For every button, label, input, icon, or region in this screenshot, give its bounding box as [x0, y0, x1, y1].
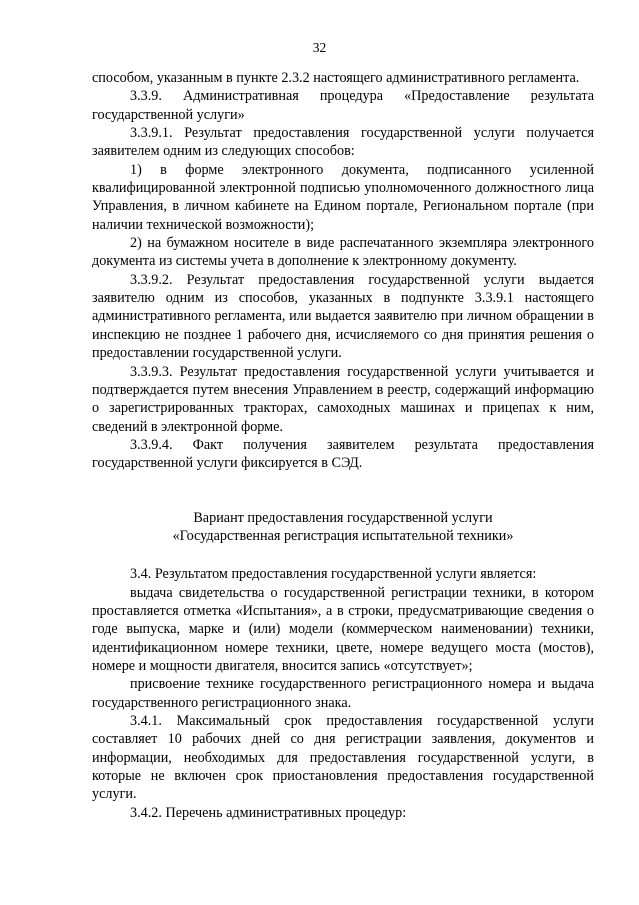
page-number: 32 — [312, 40, 327, 55]
section-heading-line-1: Вариант предоставления государственной услуги — [193, 509, 493, 526]
result-item-certificate: выдача свидетельства о государственной регистрации техники, в котором проставляется отметка «Испытания», а в строки, предусматривающие сведения о годе выпуска, марке и (или) модели (коммерческом наименовании) техники, идентификационном номере техники, цвете, номере ведущего моста (мостов), номере и мощности двигателя, вносится запись «отсутствует»; — [92, 584, 594, 674]
paragraph-3-3-9-2: 3.3.9.2. Результат предоставления государственной услуги выдается заявителю одним из способов, указанных в подпункте 3.3.9.1 настоящего административного регламента, или выдается заявителю при личном обращении в инспекцию не позднее 1 рабочего дня, исчисляемого со дня принятия решения о предоставлении государственной услуги. — [92, 271, 594, 362]
paragraph-3-3-9-4: 3.3.9.4. Факт получения заявителем результата предоставления государственной услуги фиксируется в СЭД. — [92, 436, 594, 472]
list-item-2: 2) на бумажном носителе в виде распечатанного экземпляра электронного документа из системы учета в дополнение к электронному документу. — [92, 235, 594, 270]
heading-spacer — [92, 545, 594, 565]
document-body — [92, 69, 594, 822]
section-spacer — [92, 473, 594, 509]
paragraph-3-4: 3.4. Результатом предоставления государственной услуги является: — [130, 566, 537, 583]
result-item-registration-number: присвоение технике государственного регистрационного номера и выдача государственного регистрационного знака. — [92, 676, 594, 711]
paragraph-3-3-9-3: 3.3.9.3. Результат предоставления государственной услуги учитывается и подтверждается путем внесения Управлением в реестр, содержащий информацию о зарегистрированных тракторах, самоходных машинах и прицепах к ним, сведений в электронной форме. — [92, 363, 594, 435]
paragraph-3-3-9: 3.3.9. Административная процедура «Предоставление результата государственной услуги» — [92, 88, 594, 123]
paragraph-continuation: способом, указанным в пункте 2.3.2 настоящего административного регламента. — [92, 70, 580, 86]
paragraph-3-4-1: 3.4.1. Максимальный срок предоставления государственной услуги составляет 10 рабочих дней со дня регистрации заявления, документов и информации, необходимых для предоставления государственной услуги, в которые не включен срок приостановления предоставления государственной услуги. — [92, 713, 594, 803]
section-heading-line-2: «Государственная регистрация испытательной техники» — [172, 527, 514, 544]
paragraph-3-3-9-1: 3.3.9.1. Результат предоставления государственной услуги получается заявителем одним из следующих способов: — [92, 125, 594, 160]
list-item-1: 1) в форме электронного документа, подписанного усиленной квалифицированной электронной подписью уполномоченного должностного лица Управления, в личном кабинете на Едином портале, Региональном портале (при наличии технической возможности); — [92, 161, 594, 233]
paragraph-3-4-2: 3.4.2. Перечень административных процедур: — [130, 804, 407, 821]
